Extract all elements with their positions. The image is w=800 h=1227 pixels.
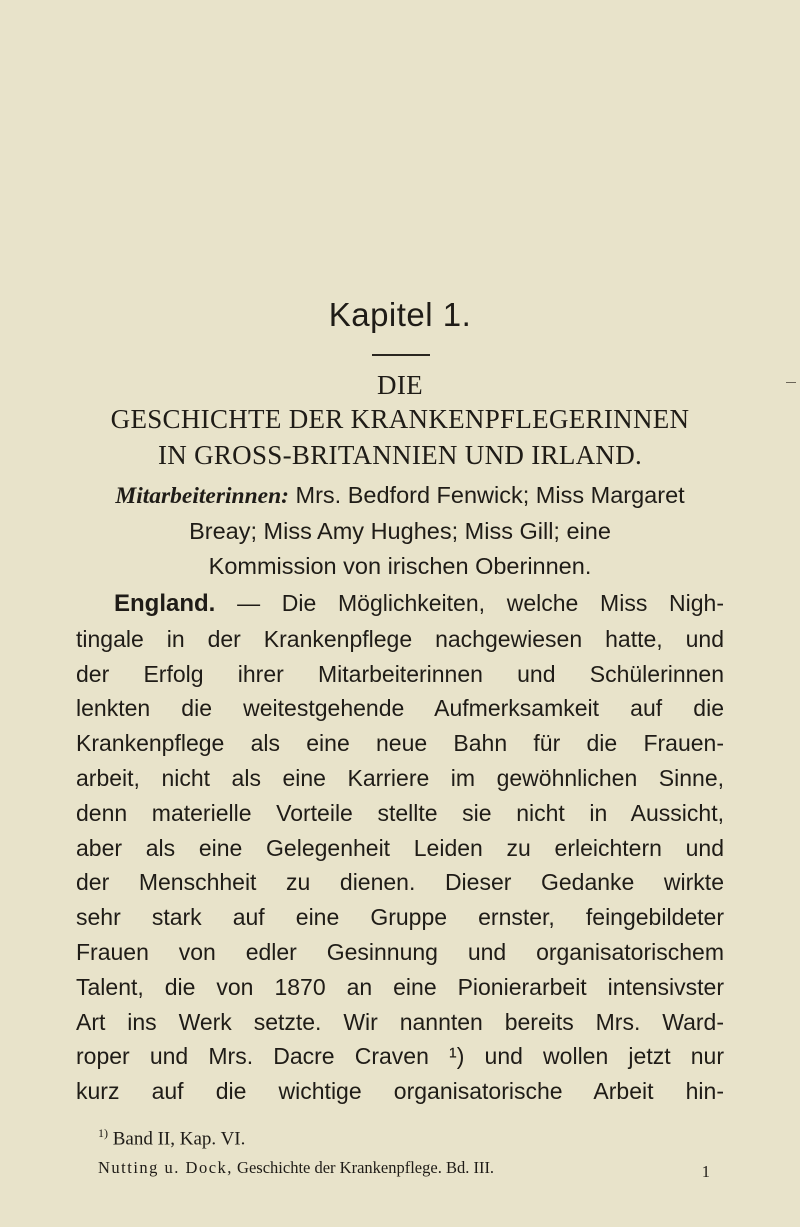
contributors-block — [75, 478, 725, 584]
footnote-text: Band II, Kap. VI. — [112, 1128, 246, 1150]
body-line: aber als eine Gelegenheit Leiden zu erleichtern und — [76, 834, 724, 861]
heading-line-3: IN GROSS-BRITANNIEN UND IRLAND. — [157, 440, 643, 470]
heading-line-2: GESCHICHTE DER KRANKENPFLEGERINNEN — [110, 404, 690, 434]
contributors-label: Mitarbeiterinnen: — [115, 483, 289, 509]
body-line: der Erfolg ihrer Mitarbeiterinnen und Schülerinnen — [76, 660, 724, 687]
body-line: der Menschheit zu dienen. Dieser Gedanke wirkte — [76, 869, 724, 896]
body-line: Krankenpflege als eine neue Bahn für die Frauen- — [76, 730, 724, 757]
body-line: arbeit, nicht als eine Karriere im gewöhnlichen Sinne, — [76, 764, 724, 791]
body-line: Talent, die von 1870 an eine Pionierarbeit intensivster — [76, 973, 724, 1000]
footer-title: Geschichte der Krankenpflege. Bd. III. — [237, 1158, 495, 1177]
body-line: Frauen von edler Gesinnung und organisatorischem — [76, 938, 724, 965]
contributors-line-2: Breay; Miss Amy Hughes; Miss Gill; eine — [189, 518, 611, 544]
body-line: sehr stark auf eine Gruppe ernster, feingebildeter — [76, 904, 724, 931]
contributors-line-3: Kommission von irischen Oberinnen. — [208, 553, 592, 579]
footer-authors: Nutting u. Dock, — [98, 1158, 233, 1177]
body-line: kurz auf die wichtige organisatorische Arbeit hin- — [76, 1078, 724, 1105]
body-line: denn materielle Vorteile stellte sie nicht in Aussicht, — [76, 799, 724, 826]
body-line: roper und Mrs. Dacre Craven ¹) und wollen jetzt nur — [76, 1043, 724, 1070]
section-lead: England. — [114, 590, 216, 617]
body-line: tingale in der Krankenpflege nachgewiesen hatte, und — [76, 625, 724, 652]
heading-line-1: DIE — [377, 370, 423, 400]
body-text — [76, 586, 724, 1109]
page-footer — [98, 1158, 710, 1181]
margin-mark — [786, 382, 796, 383]
body-line: lenkten die weitestgehende Aufmerksamkeit auf die — [76, 695, 724, 722]
contributors-line-1 — [75, 478, 725, 514]
body-line: England. — Die Möglichkeiten, welche Miss Nigh- — [114, 590, 724, 617]
contributors-names-1: Mrs. Bedford Fenwick; Miss Margaret — [295, 482, 685, 508]
signature-mark: 1 — [701, 1162, 710, 1181]
body-line: Art ins Werk setzte. Wir nannten bereits Mrs. Ward- — [76, 1008, 724, 1035]
title-rule — [372, 354, 430, 356]
footnote — [98, 1126, 245, 1150]
chapter-title: Kapitel 1. — [328, 296, 472, 333]
footnote-marker: 1) — [98, 1126, 108, 1140]
